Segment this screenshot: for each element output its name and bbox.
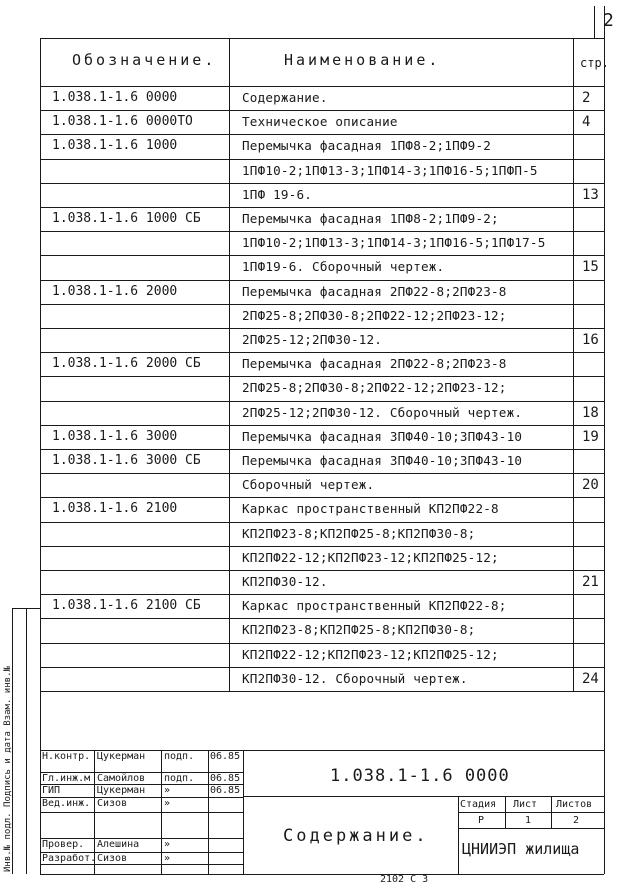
row-name: Сборочный чертеж.	[242, 477, 375, 492]
row-name: 1ПФ10-2;1ПФ13-3;1ПФ14-3;1ПФ16-5;1ПФ17-5	[242, 235, 546, 250]
tb-people-line	[40, 812, 243, 813]
row-line	[40, 159, 604, 160]
row-name: Содержание.	[242, 90, 328, 105]
row-name: 2ПФ25-8;2ПФ30-8;2ПФ22-12;2ПФ23-12;	[242, 308, 507, 323]
row-code: 1.038.1-1.6 1000 СБ	[52, 211, 201, 226]
header-bottom-line	[40, 86, 604, 87]
row-code: 1.038.1-1.6 2100	[52, 501, 178, 516]
tb-sign: подп.	[164, 773, 195, 784]
tb-sheet: 1	[525, 815, 532, 826]
row-name: 2ПФ25-12;2ПФ30-12.	[242, 332, 383, 347]
tb-date: 06.85	[210, 785, 241, 796]
tb-name: Сизов	[97, 853, 128, 864]
row-line	[40, 134, 604, 135]
tb-people-line	[40, 864, 243, 865]
frame-right	[604, 6, 605, 874]
frame-top	[40, 38, 604, 39]
row-page: 13	[582, 187, 599, 203]
row-page: 2	[582, 90, 591, 106]
tb-role: Вед.инж.	[42, 798, 91, 809]
tb-date: 06.85	[210, 751, 241, 762]
row-line	[40, 183, 604, 184]
tb-title: Содержание.	[283, 826, 429, 846]
row-line	[40, 352, 604, 353]
frame-bottom	[40, 874, 604, 875]
row-name: КП2ПФ23-8;КП2ПФ25-8;КП2ПФ30-8;	[242, 622, 476, 637]
footer-stamp: 2102 С 3	[380, 874, 429, 885]
tb-role: ГИП	[42, 785, 61, 796]
tb-name: Цукерман	[97, 751, 146, 762]
row-code: 1.038.1-1.6 2000	[52, 284, 178, 299]
tb-code: 1.038.1-1.6 0000	[330, 766, 510, 786]
tb-name: Алешина	[97, 839, 140, 850]
tb-h-stage	[458, 812, 604, 813]
row-line	[40, 570, 604, 571]
row-line	[40, 449, 604, 450]
row-line	[40, 376, 604, 377]
row-name: КП2ПФ30-12.	[242, 574, 328, 589]
row-page: 20	[582, 477, 599, 493]
row-name: Перемычка фасадная 2ПФ22-8;2ПФ23-8	[242, 284, 507, 299]
row-page: 16	[582, 332, 599, 348]
row-line	[40, 473, 604, 474]
row-line	[40, 618, 604, 619]
tb-org: ЦНИИЭП жилища	[462, 840, 580, 858]
tb-sign: »	[164, 853, 171, 864]
tb-h-stage2	[458, 828, 604, 829]
row-line	[40, 546, 604, 547]
row-name: 2ПФ25-12;2ПФ30-12. Сборочный чертеж.	[242, 405, 523, 420]
row-name: 1ПФ19-6. Сборочный чертеж.	[242, 259, 445, 274]
header-designation: Обозначение.	[72, 51, 217, 69]
row-code: 1.038.1-1.6 2100 СБ	[52, 598, 201, 613]
row-line	[40, 643, 604, 644]
tb-role: Провер.	[42, 839, 85, 850]
row-code: 1.038.1-1.6 3000 СБ	[52, 453, 201, 468]
tb-stage: Р	[478, 815, 485, 826]
strip-top	[12, 608, 40, 609]
row-code: 1.038.1-1.6 2000 СБ	[52, 356, 201, 371]
tb-name: Сизов	[97, 798, 128, 809]
tb-v-org	[458, 796, 459, 874]
tb-vert-main	[243, 750, 244, 874]
row-name: Каркас пространственный КП2ПФ22-8;	[242, 598, 507, 613]
tb-sign: »	[164, 839, 171, 850]
tb-sheets: 2	[573, 815, 580, 826]
tb-name: Самойлов	[97, 773, 146, 784]
row-line	[40, 667, 604, 668]
row-page: 18	[582, 405, 599, 421]
row-page: 4	[582, 114, 591, 130]
row-line	[40, 255, 604, 256]
row-line	[40, 280, 604, 281]
strip-mid	[26, 608, 27, 874]
tb-sign: »	[164, 798, 171, 809]
tb-role: Гл.инж.м	[42, 773, 91, 784]
tb-date: 06.85	[210, 773, 241, 784]
row-name: Перемычка фасадная 1ПФ8-2;1ПФ9-2;	[242, 211, 499, 226]
row-page: 19	[582, 429, 599, 445]
row-line	[40, 207, 604, 208]
row-page: 21	[582, 574, 599, 590]
row-line	[40, 401, 604, 402]
row-name: 1ПФ 19-6.	[242, 187, 313, 202]
row-line	[40, 425, 604, 426]
row-name: Каркас пространственный КП2ПФ22-8	[242, 501, 499, 516]
row-name: КП2ПФ30-12. Сборочный чертеж.	[242, 671, 468, 686]
frame-left	[40, 38, 41, 874]
row-line	[40, 328, 604, 329]
tb-sign: подп.	[164, 751, 195, 762]
header-name: Наименование.	[284, 51, 441, 69]
row-name: Перемычка фасадная 1ПФ8-2;1ПФ9-2	[242, 138, 492, 153]
row-line	[40, 231, 604, 232]
row-code: 1.038.1-1.6 0000	[52, 90, 178, 105]
tb-sheets-label: Листов	[556, 799, 593, 810]
row-name: КП2ПФ22-12;КП2ПФ23-12;КП2ПФ25-12;	[242, 550, 499, 565]
row-line	[40, 522, 604, 523]
row-page: 15	[582, 259, 599, 275]
tb-v-stage2	[551, 796, 552, 828]
side-stamp-text: Инв.№ подл. Подпись и дата Взам. инв.№	[3, 666, 13, 872]
page-number: 2	[603, 10, 614, 31]
row-name: КП2ПФ22-12;КП2ПФ23-12;КП2ПФ25-12;	[242, 647, 499, 662]
row-name: КП2ПФ23-8;КП2ПФ25-8;КП2ПФ30-8;	[242, 526, 476, 541]
row-name: Перемычка фасадная 3ПФ40-10;3ПФ43-10	[242, 453, 523, 468]
row-code: 1.038.1-1.6 3000	[52, 429, 178, 444]
tb-stage-label: Стадия	[460, 799, 497, 810]
row-name: 1ПФ10-2;1ПФ13-3;1ПФ14-3;1ПФ16-5;1ПФП-5	[242, 163, 538, 178]
row-code: 1.038.1-1.6 1000	[52, 138, 178, 153]
tb-role: Разработ.	[42, 853, 97, 864]
pagebox-left	[594, 6, 595, 38]
tb-v-stage1	[505, 796, 506, 828]
row-name: Техническое описание	[242, 114, 398, 129]
row-name: 2ПФ25-8;2ПФ30-8;2ПФ22-12;2ПФ23-12;	[242, 380, 507, 395]
row-code: 1.038.1-1.6 0000ТО	[52, 114, 193, 129]
tb-sheet-label: Лист	[513, 799, 538, 810]
row-page: 24	[582, 671, 599, 687]
row-line	[40, 594, 604, 595]
header-page: стр.	[580, 56, 609, 70]
row-line	[40, 691, 604, 692]
row-name: Перемычка фасадная 3ПФ40-10;3ПФ43-10	[242, 429, 523, 444]
tb-name: Цукерман	[97, 785, 146, 796]
row-line	[40, 304, 604, 305]
tb-role: Н.контр.	[42, 751, 91, 762]
row-line	[40, 497, 604, 498]
tb-sign: »	[164, 785, 171, 796]
row-line	[40, 110, 604, 111]
row-name: Перемычка фасадная 2ПФ22-8;2ПФ23-8	[242, 356, 507, 371]
tb-h-code	[243, 796, 604, 797]
